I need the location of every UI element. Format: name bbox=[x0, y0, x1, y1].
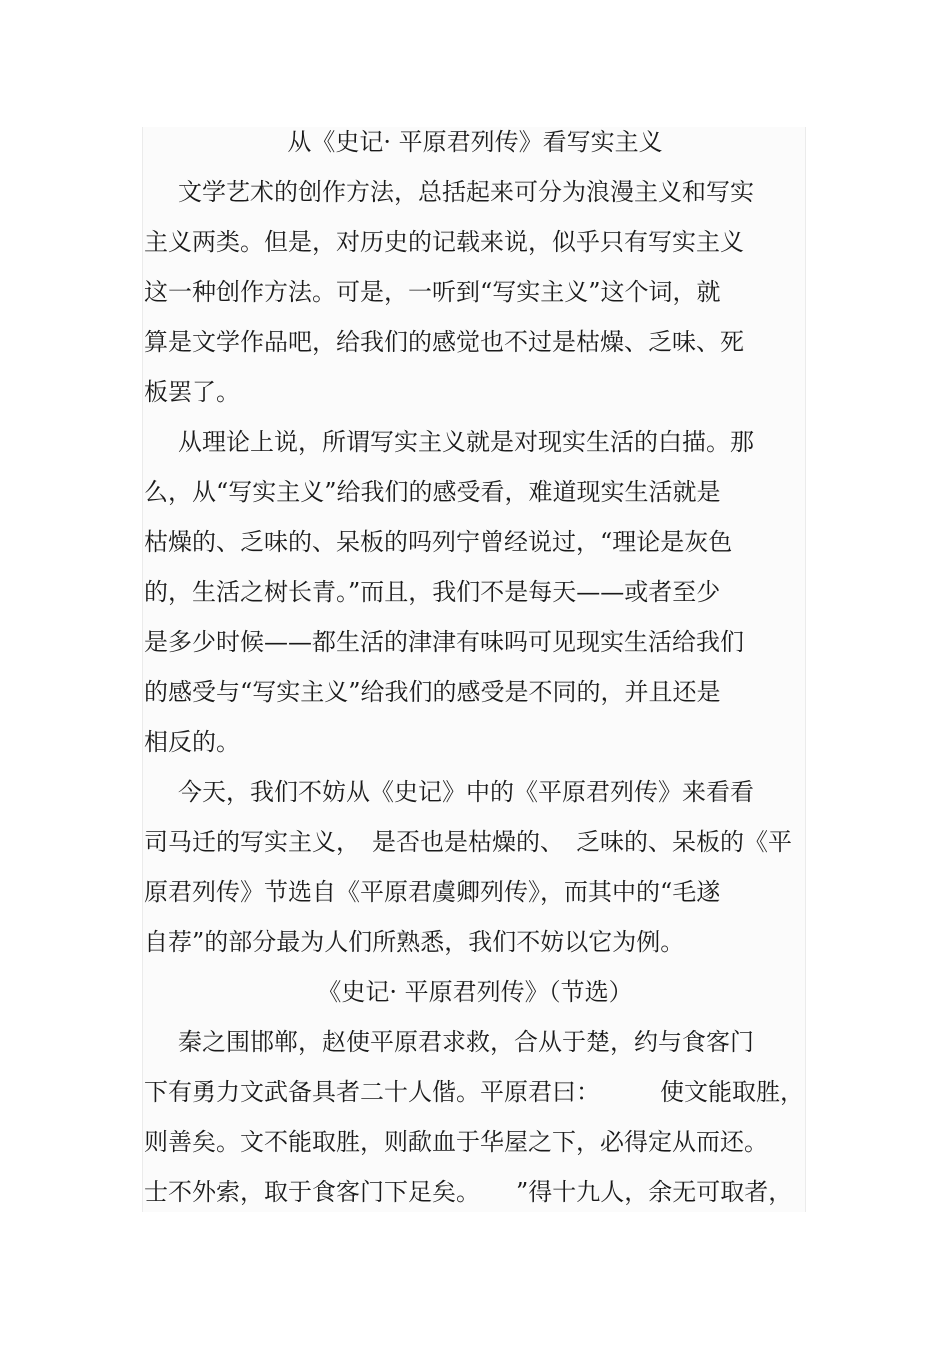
excerpt-line-3: 则善矣。文不能取胜，则歃血于华屋之下，必得定从而还。 bbox=[144, 1128, 768, 1156]
excerpt-line-1: 秦之围邯郸，赵使平原君求救，合从于楚，约与食客门 bbox=[178, 1028, 754, 1056]
paragraph-3-line-1: 今天，我们不妨从《史记》中的《平原君列传》来看看 bbox=[178, 778, 754, 806]
paragraph-2-line-6: 的感受与“写实主义”给我们的感受是不同的，并且还是 bbox=[144, 678, 721, 706]
paragraph-3-line-2: 司马迁的写实主义， 是否也是枯燥的、 乏味的、呆板的《平 bbox=[144, 828, 792, 856]
paragraph-1-line-4: 算是文学作品吧，给我们的感觉也不过是枯燥、乏味、死 bbox=[144, 328, 744, 356]
paragraph-1-line-5: 板罢了。 bbox=[144, 378, 240, 406]
paragraph-1-line-2: 主义两类。但是，对历史的记载来说，似乎只有写实主义 bbox=[144, 228, 744, 256]
paragraph-3-line-4: 自荐”的部分最为人们所熟悉，我们不妨以它为例。 bbox=[144, 928, 685, 956]
paragraph-2-line-7: 相反的。 bbox=[144, 728, 240, 756]
paragraph-2-line-4: 的，生活之树长青。”而且，我们不是每天——或者至少 bbox=[144, 578, 721, 606]
paragraph-2-line-2: 么，从“写实主义”给我们的感受看，难道现实生活就是 bbox=[144, 478, 721, 506]
excerpt-line-4: 士不外索，取于食客门下足矣。 ”得十九人，余无可取者， bbox=[144, 1178, 793, 1206]
paragraph-2-line-1: 从理论上说，所谓写实主义就是对现实生活的白描。那 bbox=[178, 428, 754, 456]
excerpt-heading: 《史记· 平原君列传》（节选） bbox=[317, 978, 633, 1006]
paragraph-1-line-1: 文学艺术的创作方法，总括起来可分为浪漫主义和写实 bbox=[178, 178, 754, 206]
document-title: 从《史记· 平原君列传》看写实主义 bbox=[287, 128, 663, 156]
paragraph-2-line-3: 枯燥的、乏味的、呆板的吗列宁曾经说过，“理论是灰色 bbox=[144, 528, 733, 556]
excerpt-line-2: 下有勇力文武备具者二十人偕。平原君曰： 使文能取胜， bbox=[144, 1078, 804, 1106]
paragraph-3-line-3: 原君列传》节选自《平原君虞卿列传》，而其中的“毛遂 bbox=[144, 878, 721, 906]
paragraph-1-line-3: 这一种创作方法。可是，一听到“写实主义”这个词，就 bbox=[144, 278, 721, 306]
paragraph-2-line-5: 是多少时候——都生活的津津有味吗可见现实生活给我们 bbox=[144, 628, 744, 656]
